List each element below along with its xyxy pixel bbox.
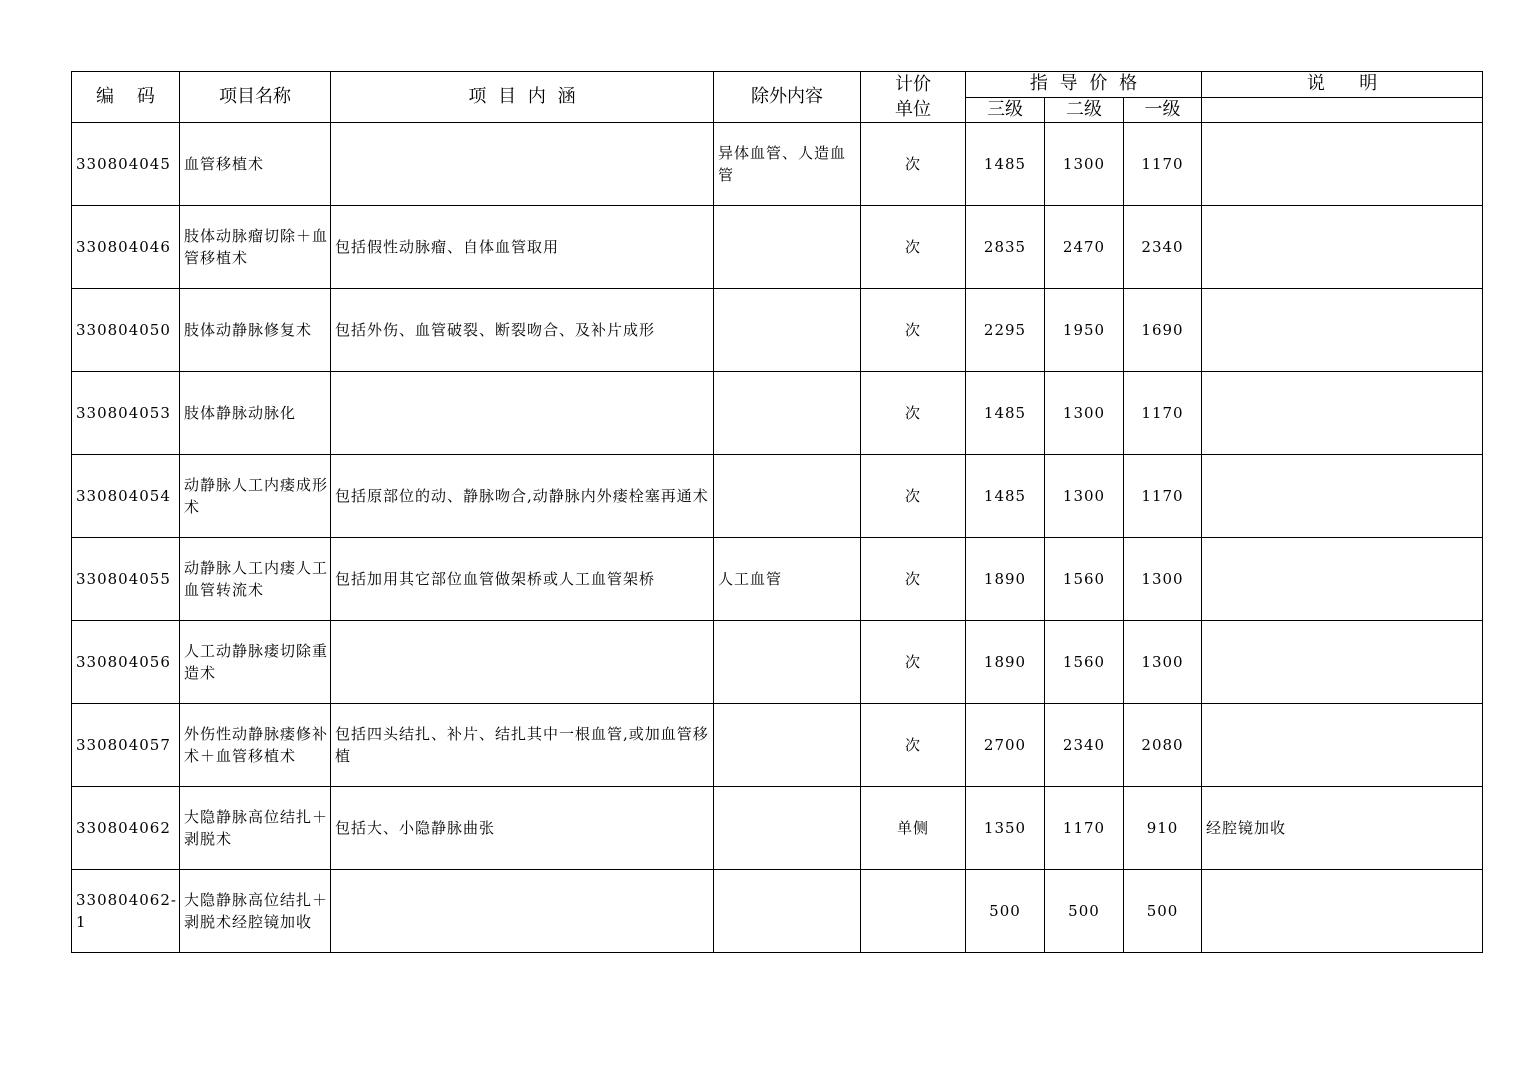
item-unit: 单侧	[861, 787, 966, 870]
price-level2: 1300	[1045, 123, 1124, 206]
item-code: 330804046	[72, 206, 180, 289]
item-code: 330804056	[72, 621, 180, 704]
table-row	[72, 372, 1483, 455]
item-note	[1202, 870, 1483, 953]
item-code: 330804054	[72, 455, 180, 538]
item-unit: 次	[861, 372, 966, 455]
price-level1: 1170	[1124, 372, 1202, 455]
price-level3: 1350	[966, 787, 1045, 870]
item-exclusion	[714, 289, 861, 372]
item-code: 330804055	[72, 538, 180, 621]
header-code: 编 码	[72, 72, 180, 123]
item-unit: 次	[861, 455, 966, 538]
item-content: 包括外伤、血管破裂、断裂吻合、及补片成形	[331, 289, 714, 372]
price-level1: 1300	[1124, 621, 1202, 704]
table-row	[72, 123, 1483, 206]
item-content	[331, 372, 714, 455]
header-note: 说 明	[1202, 72, 1483, 98]
table-row	[72, 289, 1483, 372]
header-row	[72, 72, 1483, 98]
item-content	[331, 123, 714, 206]
item-content	[331, 870, 714, 953]
item-content	[331, 621, 714, 704]
price-level3: 1485	[966, 123, 1045, 206]
price-level3: 2835	[966, 206, 1045, 289]
table-row	[72, 621, 1483, 704]
item-name: 动静脉人工内瘘人工血管转流术	[180, 538, 331, 621]
item-name: 肢体静脉动脉化	[180, 372, 331, 455]
item-note	[1202, 123, 1483, 206]
header-price-group: 指 导 价 格	[966, 72, 1202, 98]
table-row	[72, 455, 1483, 538]
item-unit: 次	[861, 704, 966, 787]
item-unit: 次	[861, 123, 966, 206]
item-content: 包括四头结扎、补片、结扎其中一根血管,或加血管移植	[331, 704, 714, 787]
item-name: 大隐静脉高位结扎＋剥脱术经腔镜加收	[180, 870, 331, 953]
item-exclusion	[714, 621, 861, 704]
price-level1: 1170	[1124, 455, 1202, 538]
item-exclusion	[714, 372, 861, 455]
price-level1: 1690	[1124, 289, 1202, 372]
price-level2: 2470	[1045, 206, 1124, 289]
price-level3: 1485	[966, 455, 1045, 538]
item-content: 包括原部位的动、静脉吻合,动静脉内外瘘栓塞再通术	[331, 455, 714, 538]
price-level1: 1170	[1124, 123, 1202, 206]
item-note	[1202, 455, 1483, 538]
price-level1: 2080	[1124, 704, 1202, 787]
price-level3: 2700	[966, 704, 1045, 787]
item-unit	[861, 870, 966, 953]
price-level1: 1300	[1124, 538, 1202, 621]
price-level1: 2340	[1124, 206, 1202, 289]
price-level2: 1950	[1045, 289, 1124, 372]
item-exclusion	[714, 455, 861, 538]
item-unit: 次	[861, 289, 966, 372]
header-level3: 三级	[966, 97, 1045, 123]
item-exclusion	[714, 704, 861, 787]
price-level2: 500	[1045, 870, 1124, 953]
price-level2: 2340	[1045, 704, 1124, 787]
item-name: 肢体动脉瘤切除＋血管移植术	[180, 206, 331, 289]
item-note	[1202, 206, 1483, 289]
item-code: 330804045	[72, 123, 180, 206]
price-level2: 1300	[1045, 372, 1124, 455]
item-content: 包括大、小隐静脉曲张	[331, 787, 714, 870]
item-content: 包括加用其它部位血管做架桥或人工血管架桥	[331, 538, 714, 621]
header-note-sub	[1202, 97, 1483, 123]
item-unit: 次	[861, 538, 966, 621]
item-name: 血管移植术	[180, 123, 331, 206]
price-level1: 500	[1124, 870, 1202, 953]
table-row	[72, 787, 1483, 870]
table-row	[72, 206, 1483, 289]
item-unit: 次	[861, 621, 966, 704]
item-note	[1202, 621, 1483, 704]
price-level2: 1560	[1045, 538, 1124, 621]
item-note	[1202, 372, 1483, 455]
item-exclusion	[714, 870, 861, 953]
item-name: 外伤性动静脉瘘修补术＋血管移植术	[180, 704, 331, 787]
header-level2: 二级	[1045, 97, 1124, 123]
price-level3: 2295	[966, 289, 1045, 372]
item-code: 330804050	[72, 289, 180, 372]
header-content: 项 目 内 涵	[331, 72, 714, 123]
price-level3: 1890	[966, 621, 1045, 704]
table-row	[72, 870, 1483, 953]
price-level3: 1485	[966, 372, 1045, 455]
header-level1: 一级	[1124, 97, 1202, 123]
item-exclusion: 异体血管、人造血管	[714, 123, 861, 206]
price-table	[71, 71, 1483, 953]
item-exclusion	[714, 206, 861, 289]
item-code: 330804057	[72, 704, 180, 787]
item-name: 动静脉人工内瘘成形术	[180, 455, 331, 538]
item-note	[1202, 704, 1483, 787]
item-note: 经腔镜加收	[1202, 787, 1483, 870]
item-note	[1202, 289, 1483, 372]
table-body	[72, 123, 1483, 953]
price-level3: 500	[966, 870, 1045, 953]
item-unit: 次	[861, 206, 966, 289]
header-name: 项目名称	[180, 72, 331, 123]
price-level1: 910	[1124, 787, 1202, 870]
price-level2: 1170	[1045, 787, 1124, 870]
item-name: 人工动静脉瘘切除重造术	[180, 621, 331, 704]
item-name: 大隐静脉高位结扎＋剥脱术	[180, 787, 331, 870]
table-row	[72, 704, 1483, 787]
item-note	[1202, 538, 1483, 621]
table-row	[72, 538, 1483, 621]
header-unit: 计价单位	[861, 72, 966, 123]
item-exclusion	[714, 787, 861, 870]
item-content: 包括假性动脉瘤、自体血管取用	[331, 206, 714, 289]
item-code: 330804053	[72, 372, 180, 455]
price-level2: 1300	[1045, 455, 1124, 538]
item-exclusion: 人工血管	[714, 538, 861, 621]
item-code: 330804062	[72, 787, 180, 870]
price-level2: 1560	[1045, 621, 1124, 704]
price-level3: 1890	[966, 538, 1045, 621]
item-name: 肢体动静脉修复术	[180, 289, 331, 372]
header-exclusion: 除外内容	[714, 72, 861, 123]
item-code: 330804062-1	[72, 870, 180, 953]
